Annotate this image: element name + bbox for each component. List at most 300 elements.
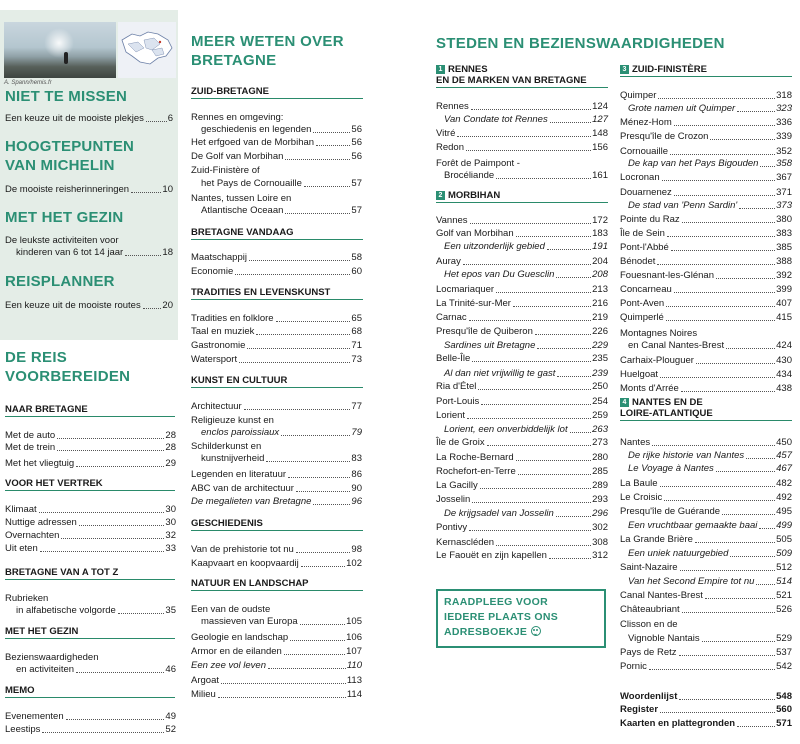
section-heading: NAAR BRETAGNE xyxy=(5,404,175,417)
toc-entry-page: 49 xyxy=(165,711,176,722)
toc-entry-label: Argoat xyxy=(191,675,219,686)
leader-dots xyxy=(516,228,592,237)
toc-entry-page: 204 xyxy=(592,256,608,267)
leader-dots xyxy=(671,242,775,251)
teaser-line[interactable]: De mooiste reisherinneringen 10 xyxy=(5,184,173,195)
toc-entry[interactable] xyxy=(620,172,792,184)
toc-entry-page: 302 xyxy=(592,522,608,533)
leader-dots xyxy=(726,340,775,349)
section-heading: TRADITIES EN LEVENSKUNST xyxy=(191,287,363,300)
toc-entry-page: 114 xyxy=(346,689,362,700)
section-heading: VOOR HET VERTREK xyxy=(5,478,175,491)
toc-entry-label: Uit eten xyxy=(5,543,38,554)
toc-entry[interactable] xyxy=(191,544,362,556)
region-heading xyxy=(620,397,792,421)
toc-entry-label: La Baule xyxy=(620,478,658,489)
toc-entry[interactable] xyxy=(620,90,792,102)
toc-entry[interactable] xyxy=(191,313,362,325)
toc-entry[interactable] xyxy=(620,492,792,504)
leader-dots xyxy=(57,442,164,451)
toc-entry[interactable] xyxy=(620,298,792,310)
toc-entry[interactable] xyxy=(620,256,792,268)
toc-entry-label: Ria d'Étel xyxy=(436,381,477,392)
toc-entry-label: Ménez-Hom xyxy=(620,117,672,128)
toc-entry[interactable] xyxy=(620,284,792,296)
toc-entry[interactable] xyxy=(628,463,792,475)
toc-entry-label: geschiedenis en legenden xyxy=(201,124,312,135)
leader-dots xyxy=(457,128,591,137)
leader-dots xyxy=(42,724,164,733)
toc-entry-label: Een uitzonderlijk gebied xyxy=(444,241,545,252)
toc-entry[interactable] xyxy=(191,340,362,352)
leader-dots xyxy=(662,172,776,181)
toc-entry-label: Vitré xyxy=(436,128,456,139)
smiley-icon xyxy=(531,626,541,636)
toc-entry-label: Architectuur xyxy=(191,401,242,412)
leader-dots xyxy=(681,383,775,392)
toc-entry[interactable] xyxy=(191,646,362,658)
toc-entry-page: 33 xyxy=(165,543,176,554)
cover-photo xyxy=(4,22,116,78)
toc-entry[interactable] xyxy=(191,266,362,278)
toc-entry-label: Josselin xyxy=(436,494,471,505)
leader-dots xyxy=(76,664,164,673)
toc-entry-page: 367 xyxy=(776,172,792,183)
toc-entry[interactable] xyxy=(620,117,792,129)
toc-entry[interactable] xyxy=(436,256,608,268)
toc-entry[interactable] xyxy=(620,691,792,703)
toc-entry[interactable] xyxy=(191,354,362,366)
leader-dots xyxy=(79,517,165,526)
leader-dots xyxy=(674,187,775,196)
toc-entry-page: 90 xyxy=(351,483,362,494)
toc-entry[interactable] xyxy=(191,689,362,701)
leader-dots xyxy=(680,562,776,571)
toc-entry[interactable] xyxy=(191,151,362,163)
toc-entry[interactable] xyxy=(620,312,792,324)
toc-entry[interactable] xyxy=(620,647,792,659)
toc-entry[interactable] xyxy=(444,269,608,281)
toc-entry-page: 385 xyxy=(776,242,792,253)
toc-entry-page: 512 xyxy=(776,562,792,573)
leader-dots xyxy=(266,453,350,462)
leader-dots xyxy=(550,114,591,123)
toc-entry[interactable] xyxy=(436,128,608,140)
toc-entry[interactable] xyxy=(620,534,792,546)
toc-entry[interactable] xyxy=(620,604,792,616)
toc-entry[interactable] xyxy=(436,142,608,154)
teaser-line[interactable]: Een keuze uit de mooiste plekjes 6 xyxy=(5,113,173,124)
toc-entry[interactable] xyxy=(436,396,608,408)
toc-entry[interactable] xyxy=(191,496,362,508)
toc-entry[interactable] xyxy=(5,442,176,454)
toc-entry-label: Pont-Aven xyxy=(620,298,665,309)
toc-entry[interactable] xyxy=(620,506,792,518)
toc-entry-label: Lorient xyxy=(436,410,466,421)
leader-dots xyxy=(471,101,591,110)
leader-dots xyxy=(313,124,350,133)
leader-dots xyxy=(535,326,591,335)
toc-entry[interactable] xyxy=(628,200,792,212)
toc-entry-label: enclos paroissiaux xyxy=(201,427,280,438)
toc-entry[interactable] xyxy=(191,483,362,495)
toc-entry[interactable] xyxy=(191,137,362,149)
teaser-line[interactable]: Een keuze uit de mooiste routes 20 xyxy=(5,300,173,311)
leader-dots xyxy=(537,340,591,349)
leader-dots xyxy=(716,463,775,472)
toc-entry xyxy=(5,593,176,605)
leader-dots xyxy=(739,200,775,209)
toc-entry-page: 323 xyxy=(776,103,792,114)
toc-entry-label: Schilderkunst en xyxy=(191,441,262,452)
toc-entry[interactable] xyxy=(444,170,608,182)
leader-dots xyxy=(518,466,591,475)
toc-entry-page: 450 xyxy=(776,437,792,448)
toc-entry[interactable] xyxy=(191,660,362,672)
cta-line: IEDERE PLAATS ONS xyxy=(444,611,559,623)
toc-entry[interactable] xyxy=(628,158,792,170)
leader-dots xyxy=(480,480,591,489)
toc-entry[interactable] xyxy=(191,401,362,413)
toc-entry-page: 213 xyxy=(592,284,608,295)
toc-entry-label: Cornouaille xyxy=(620,146,669,157)
toc-entry[interactable] xyxy=(201,205,362,217)
toc-entry-label: De Golf van Morbihan xyxy=(191,151,284,162)
region-number-badge: 4 xyxy=(620,398,629,407)
toc-entry[interactable] xyxy=(191,252,362,264)
toc-entry[interactable] xyxy=(444,340,608,352)
leader-dots xyxy=(666,298,775,307)
leader-dots xyxy=(235,266,350,275)
toc-entry[interactable] xyxy=(436,437,608,449)
heading-niet-te-missen: NIET TE MISSEN xyxy=(5,88,127,105)
toc-entry[interactable] xyxy=(436,381,608,393)
toc-entry-label: Forêt de Paimpont - xyxy=(436,158,520,169)
toc-entry-page: 56 xyxy=(351,137,362,148)
toc-entry[interactable] xyxy=(620,383,792,395)
toc-entry-label: Redon xyxy=(436,142,464,153)
toc-entry-page: 191 xyxy=(592,241,608,252)
toc-entry[interactable] xyxy=(620,704,792,716)
toc-entry[interactable] xyxy=(444,368,608,380)
toc-entry[interactable] xyxy=(436,494,608,506)
toc-entry[interactable] xyxy=(620,355,792,367)
leader-dots xyxy=(301,558,345,567)
toc-entry-page: 289 xyxy=(592,480,608,491)
toc-entry[interactable] xyxy=(444,114,608,126)
toc-entry-label: Religieuze kunst en xyxy=(191,415,274,426)
leader-dots xyxy=(679,647,776,656)
toc-entry-page: 161 xyxy=(592,170,608,181)
leader-dots xyxy=(281,427,350,436)
toc-entry[interactable] xyxy=(436,410,608,422)
toc-entry-label: Bénodet xyxy=(620,256,656,267)
toc-entry-label: Vignoble Nantais xyxy=(628,633,700,644)
toc-entry[interactable] xyxy=(436,550,608,562)
leader-dots xyxy=(268,660,346,669)
toc-entry xyxy=(191,415,362,427)
toc-entry-label: Carnac xyxy=(436,312,467,323)
toc-entry-label: Canal Nantes-Brest xyxy=(620,590,703,601)
heading-de-reis-voorbereiden: DE REIS VOORBEREIDEN xyxy=(5,349,131,385)
toc-entry[interactable] xyxy=(191,675,362,687)
toc-entry[interactable] xyxy=(620,369,792,381)
leader-dots xyxy=(61,530,164,539)
toc-entry[interactable] xyxy=(201,616,362,628)
leader-dots xyxy=(239,354,350,363)
leader-dots xyxy=(682,604,775,613)
toc-entry[interactable] xyxy=(436,480,608,492)
toc-entry-label: Le Croisic xyxy=(620,492,663,503)
toc-entry[interactable] xyxy=(191,469,362,481)
toc-entry[interactable] xyxy=(5,724,176,736)
toc-entry[interactable] xyxy=(628,340,792,352)
leader-dots xyxy=(737,103,775,112)
toc-entry-page: 110 xyxy=(346,660,362,671)
toc-entry-page: 457 xyxy=(776,450,792,461)
toc-entry-label: en activiteiten xyxy=(16,664,75,675)
heading-reisplanner: REISPLANNER xyxy=(5,273,115,290)
toc-entry-label: Vannes xyxy=(436,215,468,226)
toc-entry[interactable] xyxy=(620,131,792,143)
toc-entry-page: 438 xyxy=(776,383,792,394)
toc-entry[interactable] xyxy=(5,530,176,542)
leader-dots xyxy=(547,241,591,250)
teaser-line[interactable]: kinderen van 6 tot 14 jaar 18 xyxy=(16,247,173,258)
toc-entry[interactable] xyxy=(436,215,608,227)
toc-entry[interactable] xyxy=(628,576,792,588)
toc-entry[interactable] xyxy=(201,453,362,465)
toc-entry[interactable] xyxy=(5,504,176,516)
leader-dots xyxy=(313,496,350,505)
toc-entry-page: 226 xyxy=(592,326,608,337)
toc-entry[interactable] xyxy=(620,718,792,730)
toc-entry-page: 560 xyxy=(776,704,792,715)
toc-entry[interactable] xyxy=(436,101,608,113)
toc-entry-page: 254 xyxy=(592,396,608,407)
toc-entry[interactable] xyxy=(191,326,362,338)
toc-entry[interactable] xyxy=(5,458,176,470)
toc-entry-label: Huelgoat xyxy=(620,369,659,380)
toc-entry-page: 308 xyxy=(592,537,608,548)
toc-entry xyxy=(620,619,792,631)
toc-entry-label: in alfabetische volgorde xyxy=(16,605,116,616)
toc-entry[interactable] xyxy=(620,437,792,449)
toc-entry[interactable] xyxy=(620,661,792,673)
toc-entry[interactable] xyxy=(5,711,176,723)
toc-entry xyxy=(191,112,362,124)
toc-entry-page: 542 xyxy=(776,661,792,672)
toc-entry-page: 239 xyxy=(592,368,608,379)
toc-entry[interactable] xyxy=(436,298,608,310)
toc-entry-label: Een uniek natuurgebied xyxy=(628,548,729,559)
heading-steden: STEDEN EN BEZIENSWAARDIGHEDEN xyxy=(436,35,725,52)
toc-entry-label: Kaarten en plattegronden xyxy=(620,718,736,729)
toc-entry-page: 71 xyxy=(351,340,362,351)
region-heading xyxy=(620,64,792,77)
toc-entry-label: Watersport xyxy=(191,354,238,365)
toc-entry-page: 28 xyxy=(165,430,176,441)
region-heading-label: EN DE MARKEN VAN BRETAGNE xyxy=(436,75,587,86)
toc-entry-label: Tradities en folklore xyxy=(191,313,274,324)
leader-dots xyxy=(221,675,346,684)
toc-entry[interactable] xyxy=(5,543,176,555)
toc-entry-page: 318 xyxy=(776,90,792,101)
toc-entry-page: 77 xyxy=(351,401,362,412)
toc-entry-label: Grote namen uit Quimper xyxy=(628,103,736,114)
toc-entry-page: 407 xyxy=(776,298,792,309)
toc-entry-page: 98 xyxy=(351,544,362,555)
toc-entry-label: Woordenlijst xyxy=(620,691,678,702)
toc-entry-page: 339 xyxy=(776,131,792,142)
heading-van-michelin: VAN MICHELIN xyxy=(5,157,115,174)
toc-entry-label: Pornic xyxy=(620,661,647,672)
toc-entry[interactable] xyxy=(620,187,792,199)
toc-entry[interactable] xyxy=(620,228,792,240)
leader-dots xyxy=(472,353,591,362)
toc-entry-label: ABC van de architectuur xyxy=(191,483,294,494)
toc-entry-page: 58 xyxy=(351,252,362,263)
toc-entry[interactable] xyxy=(436,312,608,324)
cta-line: ADRESBOEKJE xyxy=(444,625,598,640)
region-number-badge: 2 xyxy=(436,191,445,200)
leader-dots xyxy=(570,424,592,433)
leader-dots xyxy=(513,298,591,307)
toc-entry-page: 526 xyxy=(776,604,792,615)
toc-entry-label: Lorient, een onverbiddelijk lot xyxy=(444,424,568,435)
adresboekje-callout[interactable] xyxy=(436,589,606,648)
toc-entry-page: 263 xyxy=(592,424,608,435)
toc-entry-page: 60 xyxy=(351,266,362,277)
toc-entry-label: La Trinité-sur-Mer xyxy=(436,298,511,309)
toc-entry[interactable] xyxy=(201,427,362,439)
toc-entry-label: Belle-Île xyxy=(436,353,471,364)
toc-entry[interactable] xyxy=(620,478,792,490)
leader-dots xyxy=(40,543,165,552)
toc-entry-label: Pont-l'Abbé xyxy=(620,242,669,253)
toc-entry[interactable] xyxy=(620,214,792,226)
toc-entry-label: Quimper xyxy=(620,90,657,101)
toc-entry[interactable] xyxy=(16,605,176,617)
toc-entry[interactable] xyxy=(628,548,792,560)
toc-entry-page: 273 xyxy=(592,437,608,448)
toc-entry-page: 229 xyxy=(592,340,608,351)
toc-entry-label: Quimperlé xyxy=(620,312,664,323)
leader-dots xyxy=(244,401,351,410)
toc-entry[interactable] xyxy=(628,633,792,645)
leader-dots xyxy=(285,151,350,160)
toc-entry[interactable] xyxy=(444,508,608,520)
toc-entry[interactable] xyxy=(436,326,608,338)
toc-entry[interactable] xyxy=(436,522,608,534)
toc-entry-label: La Roche-Bernard xyxy=(436,452,514,463)
toc-entry-label: Zuid-Finistère of xyxy=(191,165,260,176)
leader-dots xyxy=(276,313,351,322)
leader-dots xyxy=(652,437,775,446)
toc-entry-page: 28 xyxy=(165,442,176,453)
toc-entry-page: 434 xyxy=(776,369,792,380)
toc-entry-page: 46 xyxy=(165,664,176,675)
toc-entry-label: Le Faouët en zijn kapellen xyxy=(436,550,547,561)
toc-entry-page: 219 xyxy=(592,312,608,323)
region-heading xyxy=(436,64,608,88)
toc-entry[interactable] xyxy=(5,430,176,442)
leader-dots xyxy=(487,437,592,446)
toc-entry[interactable] xyxy=(620,270,792,282)
region-heading-label: RENNES xyxy=(448,64,488,75)
cta-line: RAADPLEEG VOOR xyxy=(444,596,548,608)
toc-entry-label: De kap van het Pays Bigouden xyxy=(628,158,759,169)
toc-entry-label: Het epos van Du Guesclin xyxy=(444,269,555,280)
toc-entry[interactable] xyxy=(436,466,608,478)
toc-entry[interactable] xyxy=(191,632,362,644)
toc-entry[interactable] xyxy=(436,284,608,296)
toc-entry[interactable] xyxy=(16,664,176,676)
leader-dots xyxy=(660,369,775,378)
section-heading: ZUID-BRETAGNE xyxy=(191,86,363,99)
region-heading-label: LOIRE-ATLANTIQUE xyxy=(620,408,713,419)
toc-entry[interactable] xyxy=(620,562,792,574)
leader-dots xyxy=(696,355,775,364)
leader-dots xyxy=(76,458,164,467)
toc-entry-page: 107 xyxy=(346,646,362,657)
toc-entry[interactable] xyxy=(620,242,792,254)
leader-dots xyxy=(549,550,591,559)
toc-entry-page: 73 xyxy=(351,354,362,365)
toc-entry-label: De stad van 'Penn Sardin' xyxy=(628,200,738,211)
toc-entry-page: 96 xyxy=(351,496,362,507)
leader-dots xyxy=(300,616,346,625)
toc-entry[interactable] xyxy=(201,178,362,190)
leader-dots xyxy=(316,137,350,146)
toc-entry[interactable] xyxy=(628,520,792,532)
toc-entry-page: 399 xyxy=(776,284,792,295)
toc-entry[interactable] xyxy=(436,353,608,365)
section-heading: MET HET GEZIN xyxy=(5,626,175,639)
toc-entry-label: Nantes, tussen Loire en xyxy=(191,193,292,204)
region-number-badge: 3 xyxy=(620,65,629,74)
toc-entry-label: Monts d'Arrée xyxy=(620,383,679,394)
toc-entry[interactable] xyxy=(201,124,362,136)
leader-dots xyxy=(516,452,592,461)
toc-entry[interactable] xyxy=(5,517,176,529)
toc-entry[interactable] xyxy=(620,146,792,158)
toc-entry-label: Presqu'île de Quiberon xyxy=(436,326,533,337)
toc-entry xyxy=(191,441,362,453)
toc-entry[interactable] xyxy=(628,450,792,462)
toc-entry-page: 296 xyxy=(592,508,608,519)
leader-dots xyxy=(649,661,775,670)
toc-entry-label: Bezienswaardigheden xyxy=(5,652,99,663)
leader-dots xyxy=(756,576,775,585)
leader-dots xyxy=(247,340,350,349)
toc-entry-page: 352 xyxy=(776,146,792,157)
toc-entry-page: 495 xyxy=(776,506,792,517)
toc-entry[interactable] xyxy=(191,558,362,570)
toc-entry[interactable] xyxy=(620,590,792,602)
toc-entry-page: 30 xyxy=(165,517,176,528)
toc-entry[interactable] xyxy=(436,452,608,464)
toc-entry-label: Van Condate tot Rennes xyxy=(444,114,548,125)
toc-entry[interactable] xyxy=(628,103,792,115)
toc-entry-label: Een vruchtbaar gemaakte baai xyxy=(628,520,758,531)
toc-entry[interactable] xyxy=(436,537,608,549)
toc-entry[interactable] xyxy=(436,228,608,240)
toc-entry[interactable] xyxy=(444,241,608,253)
toc-entry-label: Met de trein xyxy=(5,442,56,453)
toc-entry[interactable] xyxy=(444,424,608,436)
toc-entry-page: 113 xyxy=(346,675,362,686)
